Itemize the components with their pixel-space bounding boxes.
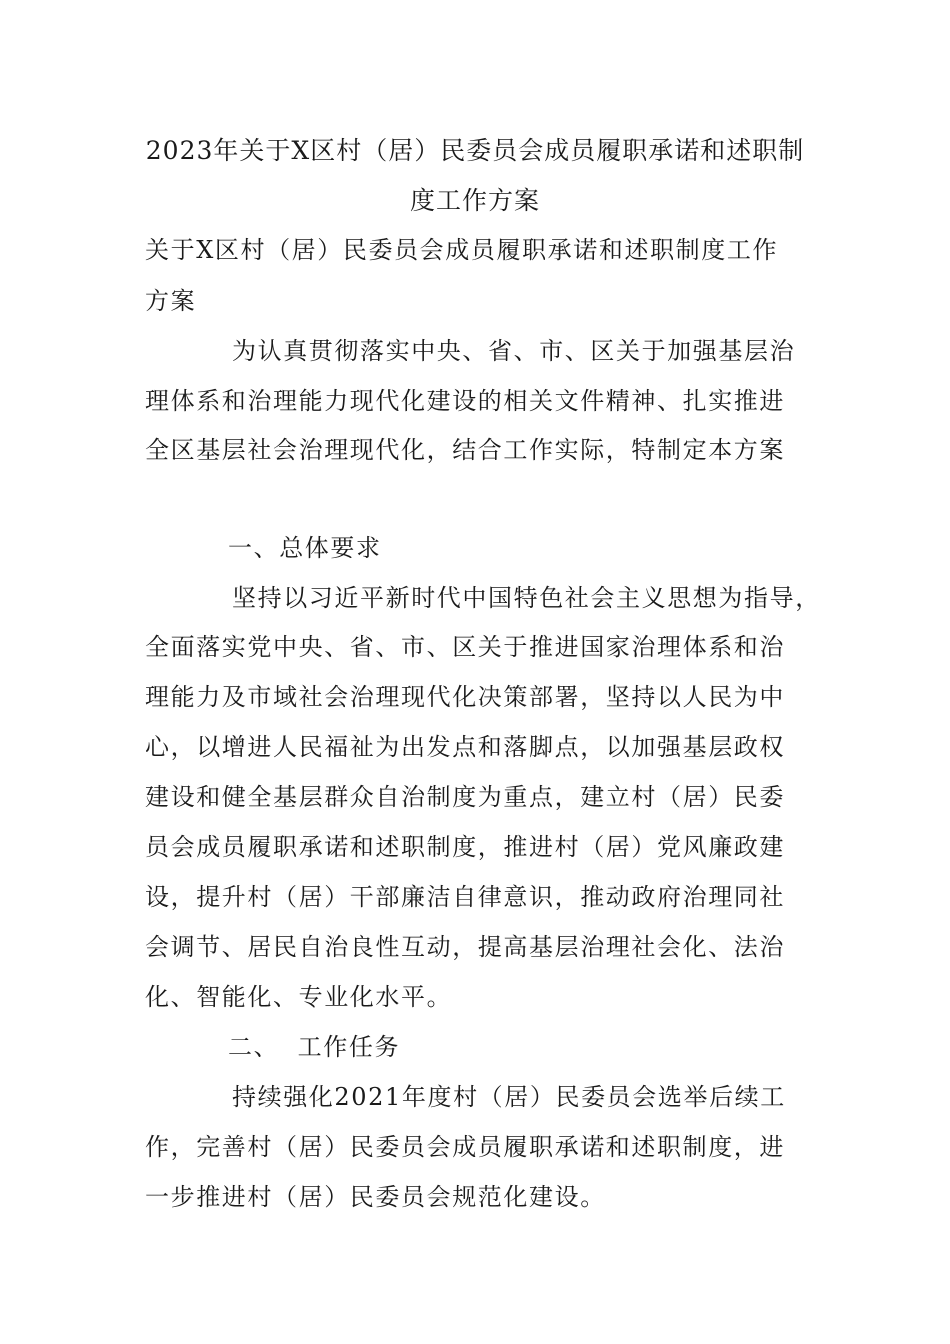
subtitle-line-1: 关于X区村（居）民委员会成员履职承诺和述职制度工作	[145, 236, 779, 264]
document-title-line-1: 2023年关于X区村（居）民委员会成员履职承诺和述职制	[145, 136, 805, 165]
document-title-line-2: 度工作方案	[409, 186, 540, 215]
section1-line-5: 建设和健全基层群众自治制度为重点，建立村（居）民委	[145, 783, 785, 811]
intro-paragraph-line-3: 全区基层社会治理现代化，结合工作实际，特制定本方案	[145, 436, 785, 464]
section2-line-3: 一步推进村（居）民委员会规范化建设。	[145, 1183, 606, 1211]
section2-line-2: 作，完善村（居）民委员会成员履职承诺和述职制度，进	[145, 1133, 785, 1161]
section2-heading: 二、 工作任务	[228, 1033, 401, 1061]
subtitle-line-2: 方案	[145, 287, 197, 315]
intro-paragraph-line-1: 为认真贯彻落实中央、省、市、区关于加强基层治	[232, 337, 796, 365]
section1-line-6: 员会成员履职承诺和述职制度，推进村（居）党风廉政建	[145, 833, 785, 861]
section1-line-1: 坚持以习近平新时代中国特色社会主义思想为指导，	[232, 584, 821, 612]
section1-line-9: 化、智能化、专业化水平。	[145, 983, 453, 1011]
intro-paragraph-line-2: 理体系和治理能力现代化建设的相关文件精神、扎实推进	[145, 387, 785, 415]
section1-line-7: 设，提升村（居）干部廉洁自律意识，推动政府治理同社	[145, 883, 785, 911]
section1-heading: 一、总体要求	[228, 534, 382, 562]
section1-line-4: 心，以增进人民福祉为出发点和落脚点，以加强基层政权	[145, 733, 785, 761]
section1-line-8: 会调节、居民自治良性互动，提高基层治理社会化、法治	[145, 933, 785, 961]
section1-line-3: 理能力及市域社会治理现代化决策部署，坚持以人民为中	[145, 683, 785, 711]
section1-line-2: 全面落实党中央、省、市、区关于推进国家治理体系和治	[145, 633, 785, 661]
section2-line-1: 持续强化2021年度村（居）民委员会选举后续工	[232, 1083, 786, 1111]
